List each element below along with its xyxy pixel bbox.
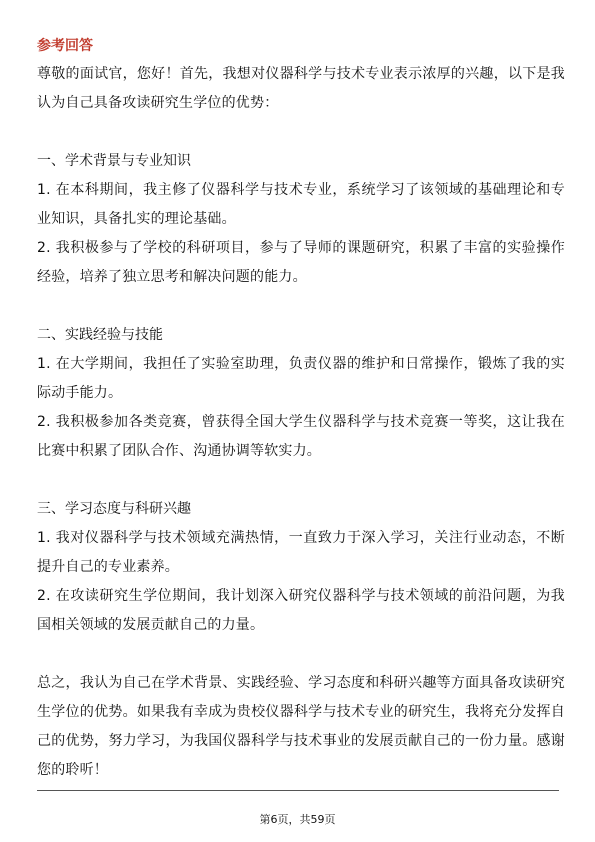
conclusion-paragraph: 总之，我认为自己在学术背景、实践经验、学习态度和科研兴趣等方面具备攻读研究生学位的优势。如果我有幸成为贵校仪器科学与技术专业的研究生，我将充分发挥自己的优势，努力学习，为我国仪器科学与技术事业的发展贡献自己的一份力量。感谢您的聆听！ xyxy=(37,675,565,778)
intro-paragraph: 尊敬的面试官，您好！首先，我想对仪器科学与技术专业表示浓厚的兴趣，以下是我认为自己具备攻读研究生学位的优势： xyxy=(37,66,565,111)
section-academic xyxy=(37,147,565,292)
list-item: 1. 我对仪器科学与技术领域充满热情，一直致力于深入学习，关注行业动态，不断提升自己的专业素养。 xyxy=(37,530,565,575)
section-heading: 一、学术背景与专业知识 xyxy=(37,153,191,169)
list-item: 1. 在本科期间，我主修了仪器科学与技术专业，系统学习了该领域的基础理论和专业知识，具备扎实的理论基础。 xyxy=(37,182,565,227)
section-heading: 二、实践经验与技能 xyxy=(37,327,163,343)
list-item: 2. 我积极参加各类竞赛，曾获得全国大学生仪器科学与技术竞赛一等奖，这让我在比赛中积累了团队合作、沟通协调等软实力。 xyxy=(37,414,565,459)
list-item: 2. 我积极参与了学校的科研项目，参与了导师的课题研究，积累了丰富的实验操作经验，培养了独立思考和解决问题的能力。 xyxy=(37,240,565,285)
spacer xyxy=(37,466,565,495)
section-attitude xyxy=(37,495,565,640)
page-number: 第6页，共59页 xyxy=(259,813,336,826)
reference-answer-title: 参考回答 xyxy=(37,38,93,54)
footer-divider xyxy=(37,790,559,791)
spacer xyxy=(37,640,565,669)
section-practice xyxy=(37,321,565,466)
spacer xyxy=(37,118,565,147)
section-heading: 三、学习态度与科研兴趣 xyxy=(37,501,191,517)
list-item: 1. 在大学期间，我担任了实验室助理，负责仪器的维护和日常操作，锻炼了我的实际动手能力。 xyxy=(37,356,565,401)
document-body xyxy=(37,36,565,785)
spacer xyxy=(37,292,565,321)
list-item: 2. 在攻读研究生学位期间，我计划深入研究仪器科学与技术领域的前沿问题，为我国相关领域的发展贡献自己的力量。 xyxy=(37,588,565,633)
